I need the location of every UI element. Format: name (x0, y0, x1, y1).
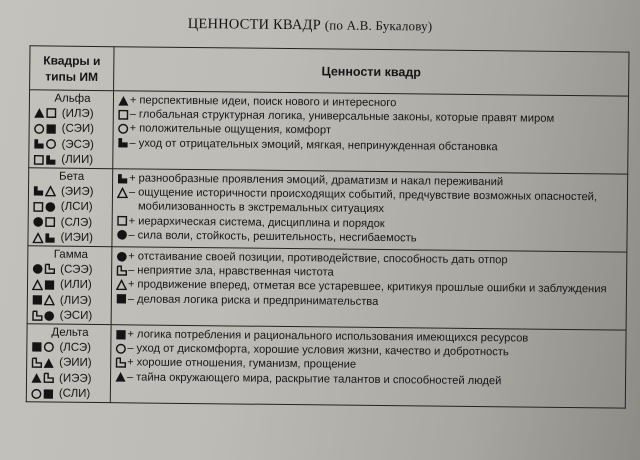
type-code: (ИЭЭ) (58, 372, 92, 385)
type-code: (ЛСИ) (60, 200, 93, 214)
type-code: (СЛЭ) (60, 216, 93, 229)
type-entry (33, 136, 110, 152)
value-sign: + (127, 278, 135, 291)
corner-outline-icon (115, 357, 126, 368)
type-code: (ИЛИ) (59, 278, 92, 292)
value-sign: + (129, 94, 137, 107)
corner-outline-icon (32, 310, 43, 321)
corner-outline-icon (31, 357, 42, 368)
type-code: (ЭИЭ) (60, 185, 94, 198)
triangle-icon (34, 108, 45, 119)
type-symbol (32, 295, 58, 306)
type-symbol (32, 232, 58, 243)
triangle-outline-icon (117, 187, 128, 198)
corner-filled-icon (33, 186, 44, 197)
header-quadras-and-types: Квадры и типы ИМ (30, 46, 114, 91)
value-sign: + (127, 328, 135, 341)
corner-outline-icon (116, 265, 127, 276)
type-entry (32, 261, 109, 277)
circle-icon (116, 230, 127, 241)
corner-filled-icon (44, 232, 55, 243)
square-outline-icon (45, 217, 56, 228)
quadra-types-cell (26, 324, 111, 403)
type-symbol (33, 186, 59, 197)
table-header-row (30, 46, 629, 96)
square-outline-icon (118, 109, 129, 120)
type-entry (33, 183, 110, 199)
value-sign: + (128, 214, 136, 228)
circle-outline-icon (34, 123, 45, 134)
value-sign: + (129, 172, 136, 185)
type-code: (СЭИ) (61, 122, 95, 136)
value-text: положительные ощущения, комфорт (139, 122, 332, 137)
type-symbol (32, 264, 58, 275)
type-code: (ЭСИ) (59, 309, 93, 323)
type-entry (31, 339, 108, 355)
circle-icon (33, 217, 44, 228)
type-symbol (31, 388, 57, 399)
value-text: уход от отрицательных эмоций, мягкая, непринужденная обстановка (138, 137, 498, 153)
type-entry (32, 292, 109, 308)
value-text: ощущение историчности происходящих событий, предчувствие возможных опасностей, мобилизованность в экстремальных ситуациях (137, 186, 598, 216)
type-entry (33, 214, 110, 230)
circle-icon (32, 264, 43, 275)
quadra-types-cell (29, 90, 114, 169)
value-sign: + (128, 250, 135, 263)
triangle-outline-icon (32, 232, 43, 243)
quadra-name: Дельта (51, 326, 89, 339)
type-code: (ИЛЭ) (61, 107, 94, 120)
type-entry (34, 121, 111, 137)
quadra-types-cell (28, 168, 113, 247)
value-sign: – (128, 264, 135, 277)
triangle-outline-icon (116, 279, 127, 290)
corner-filled-icon (117, 173, 128, 184)
quadra-values-cell (110, 325, 626, 408)
value-text: неприятие зла, нравственная чистота (137, 264, 334, 279)
value-text: иерархическая система, дисциплина и порядок (138, 215, 385, 230)
type-symbol (34, 123, 60, 134)
type-code: (ЛИИ) (61, 153, 94, 167)
triangle-icon (43, 357, 54, 368)
type-symbol (33, 201, 59, 212)
square-outline-icon (46, 108, 57, 119)
corner-outline-icon (44, 264, 55, 275)
quadra-name: Бета (59, 170, 85, 183)
square-outline-icon (33, 154, 44, 165)
triangle-icon (115, 371, 126, 382)
title-main: ЦЕННОСТИ КВАДР (187, 15, 322, 34)
quadra-values-cell (112, 169, 628, 252)
circle-outline-icon (43, 342, 54, 353)
value-text: логика потребления и рационального использования имеющихся ресурсов (136, 328, 529, 345)
triangle-icon (118, 95, 129, 106)
quadra-values-cell (113, 91, 629, 174)
type-entry (33, 199, 110, 215)
quadra-values-table (26, 45, 630, 408)
value-sign: + (127, 356, 134, 369)
square-outline-icon (33, 201, 44, 212)
triangle-outline-icon (45, 186, 56, 197)
corner-filled-icon (33, 139, 44, 150)
value-text: хорошие отношения, гуманизм, прощение (136, 356, 357, 372)
type-symbol (34, 108, 60, 119)
value-text: уход от дискомфорта, хорошие условия жизни, качество и добротность (136, 342, 509, 359)
value-text: продвижение вперед, отметая все устаревшее, критикуя прошлые ошибки и заблуждения (137, 278, 607, 296)
value-sign: – (127, 342, 134, 355)
type-symbol (31, 342, 57, 353)
page-title (188, 16, 488, 36)
value-text: отстаивание своей позиции, противодействие, способность дать отпор (137, 250, 508, 267)
quadra-row (28, 168, 628, 252)
header-quadra-values: Ценности квадр (114, 47, 629, 96)
triangle-icon (31, 373, 42, 384)
quadra-row (26, 324, 626, 408)
type-symbol (31, 357, 57, 368)
square-outline-icon (117, 215, 128, 226)
square-icon (115, 329, 126, 340)
type-code: (ЭСЭ) (61, 138, 94, 151)
type-entry (32, 230, 109, 246)
corner-outline-icon (43, 373, 54, 384)
square-icon (116, 293, 127, 304)
value-sign: – (128, 229, 135, 242)
type-code: (ЛСЭ) (59, 341, 92, 354)
quadra-name: Альфа (54, 92, 91, 105)
circle-icon (45, 201, 56, 212)
circle-outline-icon (31, 388, 42, 399)
type-symbol (32, 310, 58, 321)
value-text: сила воли, стойкость, решительность, несгибаемость (137, 229, 417, 245)
quadra-values-cell (111, 247, 627, 330)
circle-outline-icon (118, 123, 129, 134)
value-sign: – (128, 186, 136, 199)
circle-icon (44, 310, 55, 321)
type-entry (34, 105, 111, 121)
triangle-outline-icon (32, 279, 43, 290)
square-icon (44, 279, 55, 290)
quadra-name: Гамма (53, 248, 88, 261)
square-icon (46, 123, 57, 134)
type-entry (31, 355, 108, 371)
quadra-row (27, 246, 627, 330)
triangle-outline-icon (44, 295, 55, 306)
value-sign: – (126, 370, 134, 384)
type-code: (ЭИИ) (59, 356, 92, 370)
value-sign: – (127, 292, 135, 306)
type-code: (ИЭИ) (60, 231, 94, 245)
type-entry (31, 370, 108, 386)
type-entry (32, 277, 109, 293)
value-sign: – (129, 136, 136, 150)
square-icon (43, 388, 54, 399)
quadra-row (29, 90, 629, 174)
type-symbol (32, 279, 58, 290)
value-text: разнообразные проявления эмоций, драматизм и накал переживаний (138, 172, 504, 189)
corner-filled-icon (45, 154, 56, 165)
circle-icon (116, 251, 127, 262)
circle-outline-icon (115, 343, 126, 354)
value-sign: – (129, 108, 136, 121)
value-text: глобальная структурная логика, универсальные законы, которые правят миром (138, 108, 555, 126)
corner-filled-icon (117, 137, 128, 148)
type-symbol (33, 217, 59, 228)
type-symbol (33, 139, 59, 150)
type-entry (32, 308, 109, 324)
value-sign: + (129, 122, 137, 135)
type-code: (СЭЭ) (60, 263, 93, 276)
square-icon (31, 342, 42, 353)
value-text: тайна окружающего мира, раскрытие талантов и способностей людей (136, 371, 502, 387)
type-symbol (31, 373, 57, 384)
table-body (26, 90, 628, 408)
type-code: (СЛИ) (58, 387, 91, 401)
type-symbol (33, 154, 59, 165)
value-text: перспективные идеи, поиск нового и интересного (139, 94, 397, 110)
square-icon (32, 295, 43, 306)
type-code: (ЛИЭ) (59, 294, 92, 307)
value-text: деловая логика риска и предпринимательства (136, 293, 379, 308)
title-author: (по А.В. Букалову) (324, 17, 433, 34)
type-entry (33, 152, 110, 168)
quadra-types-cell (27, 246, 112, 325)
type-entry (31, 386, 108, 402)
circle-outline-icon (45, 139, 56, 150)
